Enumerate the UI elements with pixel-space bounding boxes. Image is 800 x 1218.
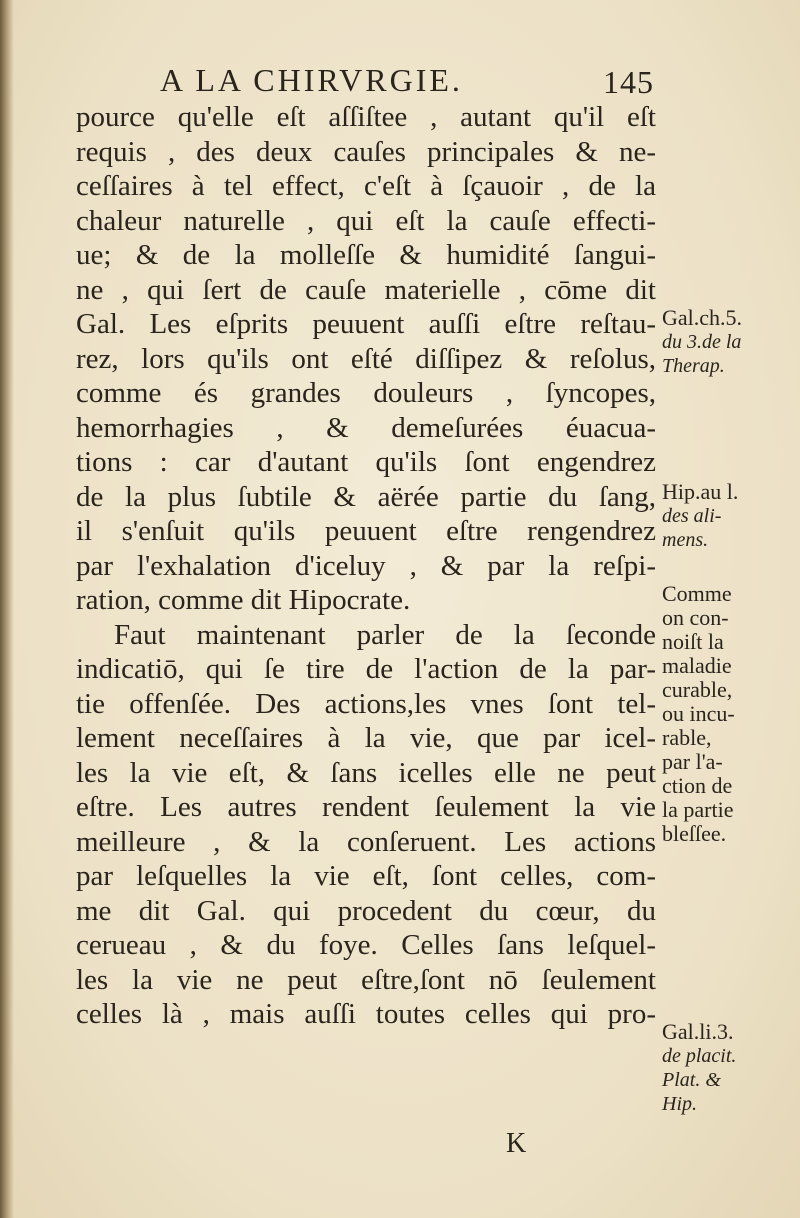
margin-note-line: Gal.li.3. <box>662 1019 734 1044</box>
margin-note-line: des ali- <box>662 505 722 527</box>
text-line: comme és grandes douleurs , ſyncopes, <box>76 377 656 409</box>
margin-note-line: la partie <box>662 797 734 822</box>
page-binding-edge <box>0 0 14 1218</box>
text-line: tions : car d'autant qu'ils ſont engendrez <box>76 446 656 478</box>
page-number: 145 <box>603 64 654 100</box>
margin-note-line: par l'a- <box>662 749 723 774</box>
text-line: rez, lors qu'ils ont eſté diſſipez & reſolus, <box>76 342 656 375</box>
text-line: Faut maintenant parler de la ſeconde <box>114 618 656 651</box>
margin-note-maladie-curable <box>662 582 792 846</box>
margin-note-galen-placit <box>662 1020 792 1116</box>
text-line: indicatiō, qui ſe tire de l'action de la par- <box>76 653 656 685</box>
margin-note-line: ou incu- <box>662 701 735 726</box>
text-line: ration, comme dit Hipocrate. <box>76 584 411 616</box>
text-line: hemorrhagies , & demeſurées éuacua- <box>76 411 656 444</box>
margin-note-hip-aliments <box>662 480 792 552</box>
margin-note-line: Plat. & <box>662 1069 721 1091</box>
running-title: A LA CHIRVRGIE. <box>160 62 463 98</box>
text-line: ne , qui ſert de cauſe materielle , cōme dit <box>76 273 656 306</box>
main-text-block <box>76 100 656 1032</box>
margin-note-line: on con- <box>662 605 729 630</box>
text-line: Gal. Les eſprits peuuent auſſi eſtre reſtau- <box>76 308 656 340</box>
margin-note-line: bleſſee. <box>662 821 727 846</box>
text-line: par leſquelles la vie eſt, ſont celles, com- <box>76 860 656 892</box>
margin-note-line: rable, <box>662 725 712 750</box>
margin-note-line: Therap. <box>662 355 725 377</box>
text-line: meilleure , & la conſeruent. Les actions <box>76 825 656 858</box>
text-line: ue; & de la molleſſe & humidité ſangui- <box>76 239 656 271</box>
margin-note-line: de placit. <box>662 1045 737 1067</box>
margin-note-line: mens. <box>662 529 709 551</box>
margin-note-line: Gal.ch.5. <box>662 305 743 330</box>
text-line: cerueau , & du foye. Celles ſans leſquel- <box>76 929 656 961</box>
text-line: me dit Gal. qui procedent du cœur, du <box>76 894 656 927</box>
text-line: ceſſaires à tel effect, c'eſt à ſçauoir , de la <box>76 170 656 202</box>
margin-note-line: Hip.au l. <box>662 479 739 504</box>
text-line: celles là , mais auſſi toutes celles qui pro- <box>76 998 656 1030</box>
running-header <box>160 62 660 102</box>
margin-note-line: ction de <box>662 773 733 798</box>
text-line: les la vie ne peut eſtre,ſont nō ſeulement <box>76 963 656 996</box>
margin-note-galen-therap <box>662 306 792 378</box>
text-line: requis , des deux cauſes principales & ne- <box>76 135 656 168</box>
text-line: tie offenſée. Des actions,les vnes ſont tel- <box>76 687 656 720</box>
text-line: par l'exhalation d'iceluy , & par la reſpi- <box>76 549 656 582</box>
margin-note-line: noiſt la <box>662 629 724 654</box>
margin-note-line: maladie <box>662 653 732 678</box>
text-line: eſtre. Les autres rendent ſeulement la vie <box>76 791 656 823</box>
text-line: pource qu'elle eſt aſſiſtee , autant qu'il eſt <box>76 101 656 133</box>
text-line: chaleur naturelle , qui eſt la cauſe effecti- <box>76 204 656 237</box>
margin-note-line: Comme <box>662 581 732 606</box>
text-line: il s'enſuit qu'ils peuuent eſtre rengendrez <box>76 515 656 547</box>
margin-note-line: curable, <box>662 677 733 702</box>
margin-note-line: du 3.de la <box>662 331 742 353</box>
text-line: les la vie eſt, & ſans icelles elle ne peut <box>76 756 656 789</box>
text-line: de la plus ſubtile & aërée partie du ſang, <box>76 480 656 513</box>
margin-note-line: Hip. <box>662 1093 697 1115</box>
text-line: lement neceſſaires à la vie, que par icel- <box>76 722 656 754</box>
catchword-signature: K <box>506 1128 527 1159</box>
